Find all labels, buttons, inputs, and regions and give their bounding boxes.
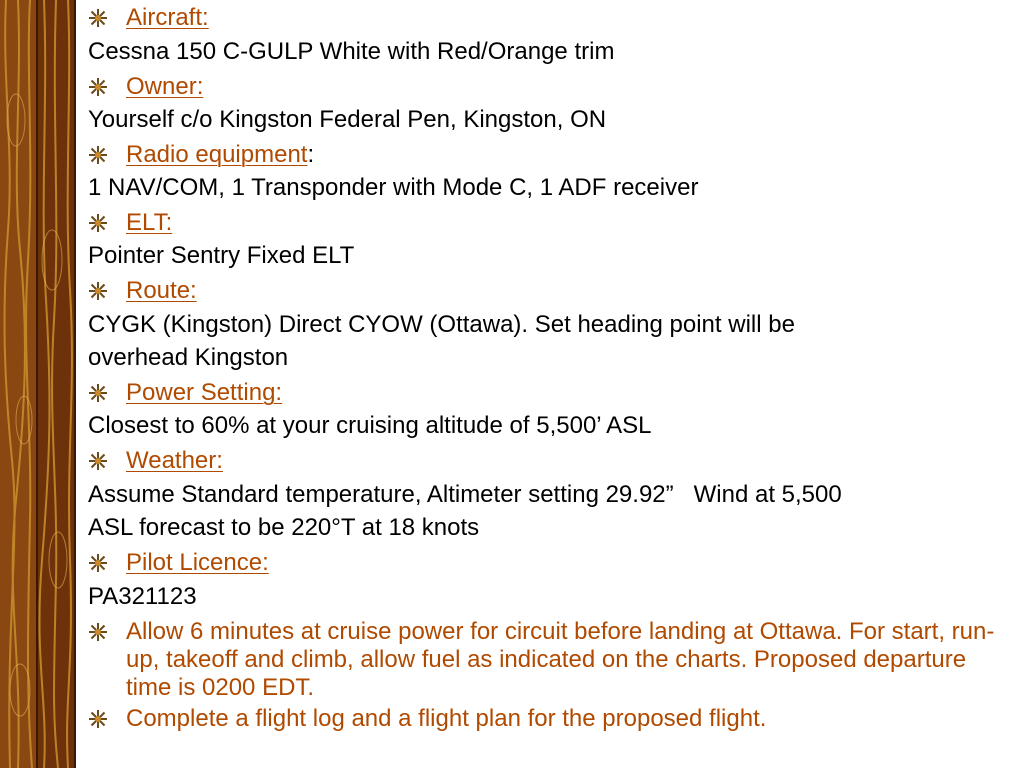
value-route-line-2: overhead Kingston — [88, 344, 289, 371]
star-burst-icon — [88, 8, 108, 28]
star-burst-icon — [88, 709, 108, 729]
value-route-line-1: CYGK (Kingston) Direct CYOW (Ottawa). Set heading point will be — [88, 311, 795, 338]
star-burst-icon — [88, 213, 108, 233]
note-circuit-and-fuel-text: Allow 6 minutes at cruise power for circuit before landing at Ottawa. For start, run-up, takeoff and climb, allow fuel as indicated on the charts. Proposed departure time is 0200 EDT. — [126, 618, 995, 701]
value-owner: Yourself c/o Kingston Federal Pen, Kingston, ON — [88, 106, 607, 133]
heading-route: Route: — [126, 277, 197, 304]
wood-grain-sidebar — [0, 0, 76, 768]
heading-radio-equipment: Radio equipment — [126, 141, 308, 168]
star-burst-icon — [88, 77, 108, 97]
value-weather-line-1: Assume Standard temperature, Altimeter setting 29.92” Wind at 5,500 — [88, 481, 842, 508]
value-pilot-licence: PA321123 — [88, 583, 197, 610]
heading-weather: Weather: — [126, 447, 223, 474]
value-elt: Pointer Sentry Fixed ELT — [88, 242, 355, 269]
heading-elt: ELT: — [126, 209, 173, 236]
star-burst-icon — [88, 145, 108, 165]
value-power-setting: Closest to 60% at your cruising altitude of 5,500’ ASL — [88, 412, 652, 439]
star-burst-icon — [88, 553, 108, 573]
star-burst-icon — [88, 451, 108, 471]
value-weather-line-2: ASL forecast to be 220°T at 18 knots — [88, 514, 480, 541]
star-burst-icon — [88, 622, 108, 642]
note-flight-log-text: Complete a flight log and a flight plan for the proposed flight. — [126, 705, 767, 732]
star-burst-icon — [88, 281, 108, 301]
heading-owner: Owner: — [126, 73, 204, 100]
heading-pilot-licence: Pilot Licence: — [126, 549, 269, 576]
heading-power-setting: Power Setting: — [126, 379, 283, 406]
value-aircraft: Cessna 150 C-GULP White with Red/Orange trim — [88, 38, 615, 65]
star-burst-icon — [88, 383, 108, 403]
content-area: Aircraft: Cessna 150 C-GULP White with Red/Orange trim Owner: Yourself c/o Kingston Federal Pen, Kingston, ON Radio equipment: 1 NAV/COM, 1 Transponder with Mode C, 1 ADF receiver ELT: Pointer Sentry Fixed ELT Route: CYGK (Kingston) Direct CYOW (Ottawa). Set heading point will be overhead Kingston Power Setting: Closest to 60% at your cruising altitude of 5,500’ ASL Weather: Assume Standard temperature, Altimeter setting 29.92” Wind at 5,500 ASL forecast to be 220°T at 18 knots Pilot Licence: PA321123 Allow 6 minutes at cruise power for circuit before landing at Ottawa. For start, run-up, takeoff and climb, allow fuel as indicated on the charts. Proposed departure time is 0200 EDT. Complete a flight log and a flight plan for the proposed flight. — [88, 0, 1008, 768]
value-radio-equipment: 1 NAV/COM, 1 Transponder with Mode C, 1 ADF receiver — [88, 174, 699, 201]
heading-aircraft: Aircraft: — [126, 4, 209, 31]
wood-grain-texture — [0, 0, 76, 768]
